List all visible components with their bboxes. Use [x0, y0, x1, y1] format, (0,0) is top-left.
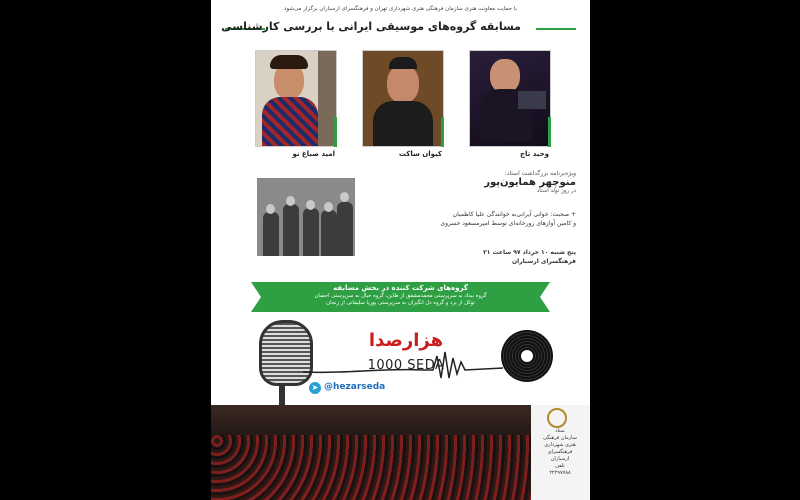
groups-line-2: توکل از یزد و گروه دل انگیزان به سرپرستی پوریا سلیمانی از زنجان — [326, 300, 475, 306]
judge-photo-3 — [255, 50, 337, 147]
judge-name-3: امید صباغ نو — [292, 150, 335, 158]
groups-line-1: گروه بیداد به سرپرستی محمدمشفق از طاین، گروه خیال به سرپرستی احسان — [314, 293, 487, 299]
telegram-handle: @hezarseda — [324, 382, 386, 392]
accent-bar-1 — [548, 117, 551, 147]
banner-notch-left — [251, 282, 261, 312]
groups-text — [261, 293, 540, 307]
dedication-caption: ویژه‌برنامه بزرگداشت استاد: — [504, 170, 576, 177]
organizer-line-6: تلفن — [555, 463, 565, 469]
program-line-1: + صحبت: خوانی آیرانی‌به خوانندگی علیا کاظمیان — [452, 211, 576, 218]
telegram-icon: ➤ — [309, 382, 321, 394]
program-line-2: و کامین آوازهای زورخانه‌ای توسط امیرمسعود خسروی — [440, 220, 576, 227]
logo-persian: هزارصدا — [368, 330, 444, 351]
event-poster — [211, 0, 590, 500]
event-venue: فرهنگسرای ارسباران — [512, 258, 576, 265]
organizer-line-3: هنری شهرداری — [544, 442, 576, 448]
logo-english: 1000 SEDA — [367, 358, 445, 373]
groups-title: گروه‌های شرکت کننده در بخش مسابقه — [333, 284, 468, 292]
dedication-block — [346, 170, 576, 194]
audience-photo — [211, 405, 531, 500]
title-right-line — [536, 28, 576, 30]
event-date: پنج شنبه ۱۰ خرداد ۹۷ ساعت ۲۱ — [483, 249, 576, 256]
judge-name-1: وحید تاج — [519, 150, 549, 158]
vinyl-record-icon — [501, 330, 553, 382]
organizer-line-7: ۲۲۲۹۷۷۸۸ — [549, 470, 571, 476]
dedication-subtitle: در روز تولد استاد — [536, 188, 576, 194]
judge-name-2: کیوان ساکت — [398, 150, 442, 158]
poster-title: مسابقه گروه‌های موسیقی ایرانی با بررسی کارشناسی — [221, 20, 521, 33]
historic-group-photo — [257, 178, 355, 256]
banner-notch-right — [540, 282, 550, 312]
organizer-line-2: سازمان فرهنگی — [543, 435, 577, 441]
organizer-line-1: ستاد — [555, 428, 565, 434]
program-details — [361, 210, 576, 228]
organizer-line-5: ارسباران — [550, 456, 570, 462]
accent-bar-3 — [334, 117, 337, 147]
title-bar — [221, 18, 576, 40]
accent-bar-2 — [441, 117, 444, 147]
organizer-line-4: فرهنگسرای — [547, 449, 573, 455]
date-venue — [361, 248, 576, 266]
judge-photo-1 — [469, 50, 551, 147]
sponsor-line: با حمایت معاونت هنری سازمان فرهنگی هنری شهرداری تهران و فرهنگسرای ارسباران برگزار می‌شود — [284, 6, 517, 12]
judge-photo-2 — [362, 50, 444, 147]
honoree-name: منوچهر همایون‌پور — [484, 177, 576, 188]
organizer-text — [533, 428, 587, 477]
organizer-emblem-icon — [547, 408, 567, 428]
